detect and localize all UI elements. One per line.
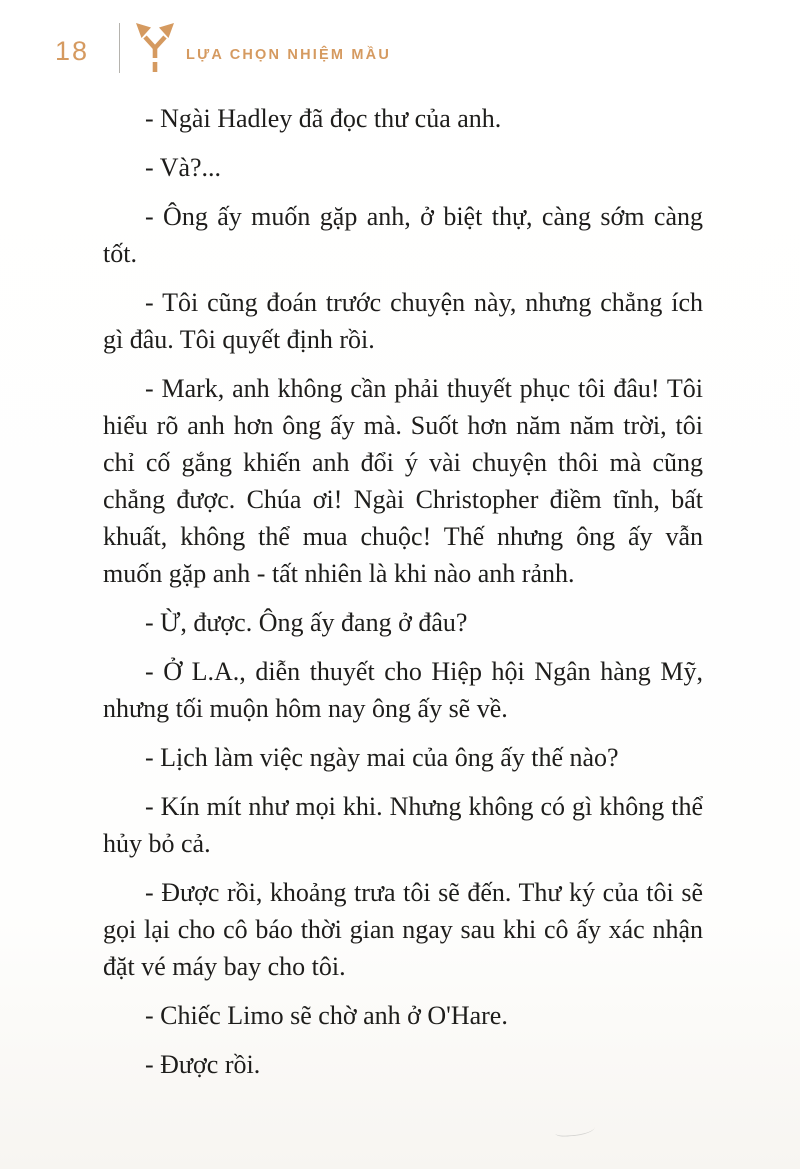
- dialogue-paragraph: - Ngài Hadley đã đọc thư của anh.: [145, 104, 502, 133]
- dialogue-paragraph: - Tôi cũng đoán trước chuyện này, nhưng chẳng ích gì đâu. Tôi quyết định rồi.: [103, 288, 703, 354]
- dialogue-paragraph: - Lịch làm việc ngày mai của ông ấy thế nào?: [145, 743, 619, 772]
- page-body: [103, 100, 703, 1083]
- dialogue-paragraph: - Được rồi, khoảng trưa tôi sẽ đến. Thư ký của tôi sẽ gọi lại cho cô báo thời gian ngay sau khi cô ấy xác nhận đặt vé máy bay cho tôi.: [103, 878, 703, 981]
- scan-artifact: [555, 1122, 596, 1138]
- running-header: [55, 18, 391, 78]
- dialogue-paragraph: - Ở L.A., diễn thuyết cho Hiệp hội Ngân hàng Mỹ, nhưng tối muộn hôm nay ông ấy sẽ về.: [103, 657, 703, 723]
- page-number: 18: [55, 35, 90, 66]
- dialogue-paragraph: - Được rồi.: [145, 1050, 261, 1079]
- dialogue-paragraph: - Ông ấy muốn gặp anh, ở biệt thự, càng sớm càng tốt.: [103, 202, 703, 268]
- dialogue-paragraph: - Và?...: [145, 153, 222, 182]
- dialogue-paragraph: - Mark, anh không cần phải thuyết phục tôi đâu! Tôi hiểu rõ anh hơn ông ấy mà. Suốt hơn năm năm trời, tôi chỉ cố gắng khiến anh đổi ý vài chuyện thôi mà cũng chẳng được. Chúa ơi! Ngài Christopher điềm tĩnh, bất khuất, không thể mua chuộc! Thế nhưng ông ấy vẫn muốn gặp anh - tất nhiên là khi nào anh rảnh.: [103, 374, 703, 588]
- branching-arrows-icon: [132, 20, 178, 76]
- header-divider: [119, 23, 120, 73]
- book-title: LỰA CHỌN NHIỆM MẦU: [186, 47, 391, 63]
- dialogue-paragraph: - Chiếc Limo sẽ chờ anh ở O'Hare.: [145, 1001, 508, 1030]
- dialogue-paragraph: - Kín mít như mọi khi. Nhưng không có gì không thể hủy bỏ cả.: [103, 792, 703, 858]
- dialogue-paragraph: - Ừ, được. Ông ấy đang ở đâu?: [145, 608, 468, 637]
